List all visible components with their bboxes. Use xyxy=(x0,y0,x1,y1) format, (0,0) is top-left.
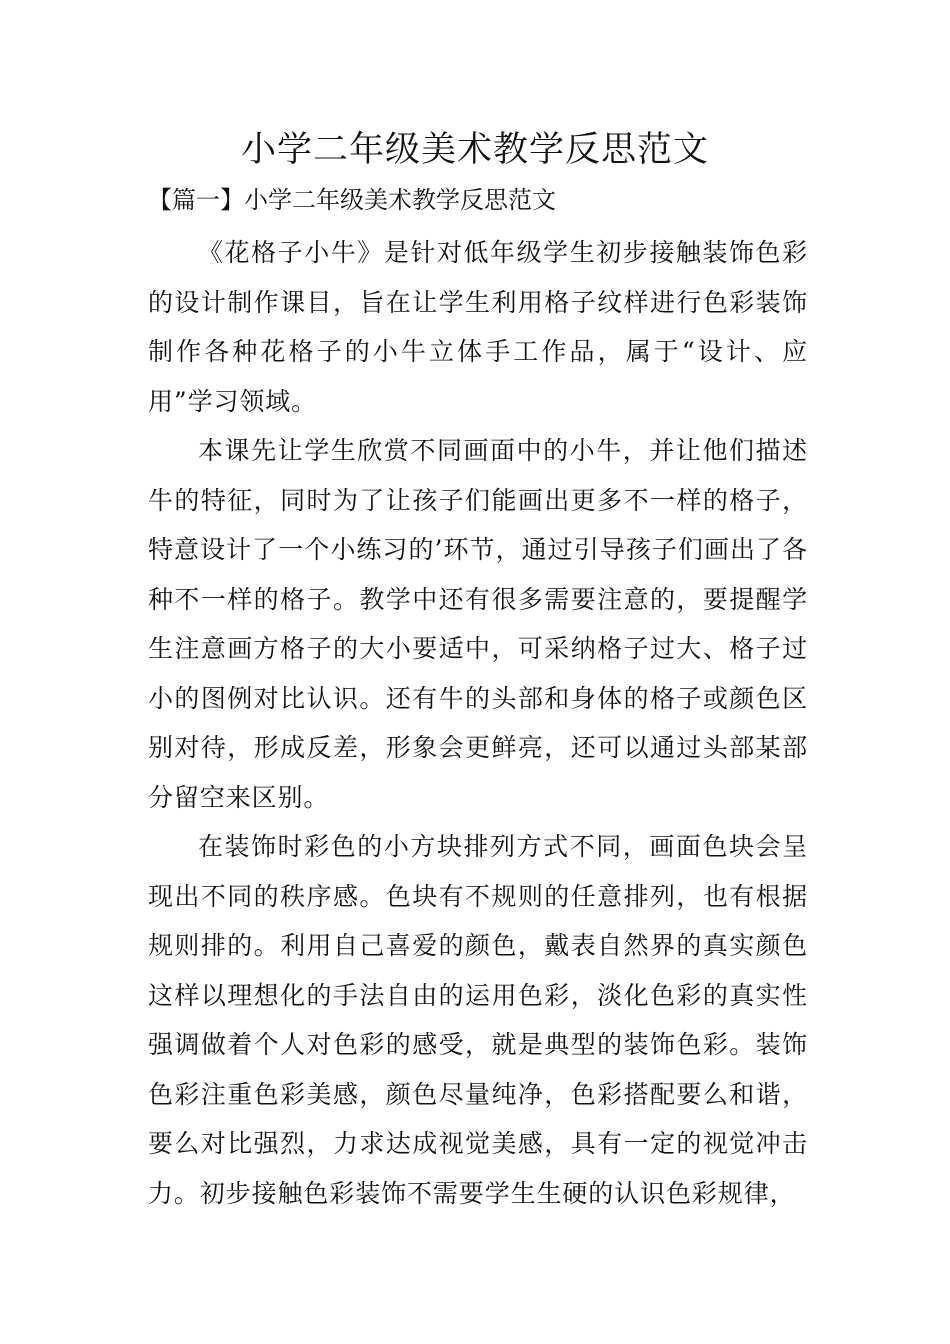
document-body xyxy=(148,228,808,1218)
paragraph-3: 在装饰时彩色的小方块排列方式不同，画面色块会呈现出不同的秩序感。色块有不规则的任意排列，也有根据规则排的。利用自己喜爱的颜色，戴表自然界的真实颜色这样以理想化的手法自由的运用色彩，淡化色彩的真实性强调做着个人对色彩的感受，就是典型的装饰色彩。装饰色彩注重色彩美感，颜色尽量纯净，色彩搭配要么和谐，要么对比强烈，力求达成视觉美感，具有一定的视觉冲击力。初步接触色彩装饰不需要学生生硬的认识色彩规律， xyxy=(148,832,808,1208)
document-title: 小学二年级美术教学反思范文 xyxy=(240,130,709,170)
paragraph-1: 《花格子小牛》是针对低年级学生初步接触装饰色彩的设计制作课目，旨在让学生利用格子纹样进行色彩装饰制作各种花格子的小牛立体手工作品，属于“设计、应用”学习领域。 xyxy=(148,238,808,416)
paragraph-2: 本课先让学生欣赏不同画面中的小牛，并让他们描述牛的特征，同时为了让孩子们能画出更多不一样的格子，特意设计了一个小练习的’环节，通过引导孩子们画出了各种不一样的格子。教学中还有很多需要注意的，要提醒学生注意画方格子的大小要适中，可采纳格子过大、格子过小的图例对比认识。还有牛的头部和身体的格子或颜色区别对待，形成反差，形象会更鲜亮，还可以通过头部某部分留空来区别。 xyxy=(148,436,808,812)
section-heading: 【篇一】小学二年级美术教学反思范文 xyxy=(148,186,556,214)
